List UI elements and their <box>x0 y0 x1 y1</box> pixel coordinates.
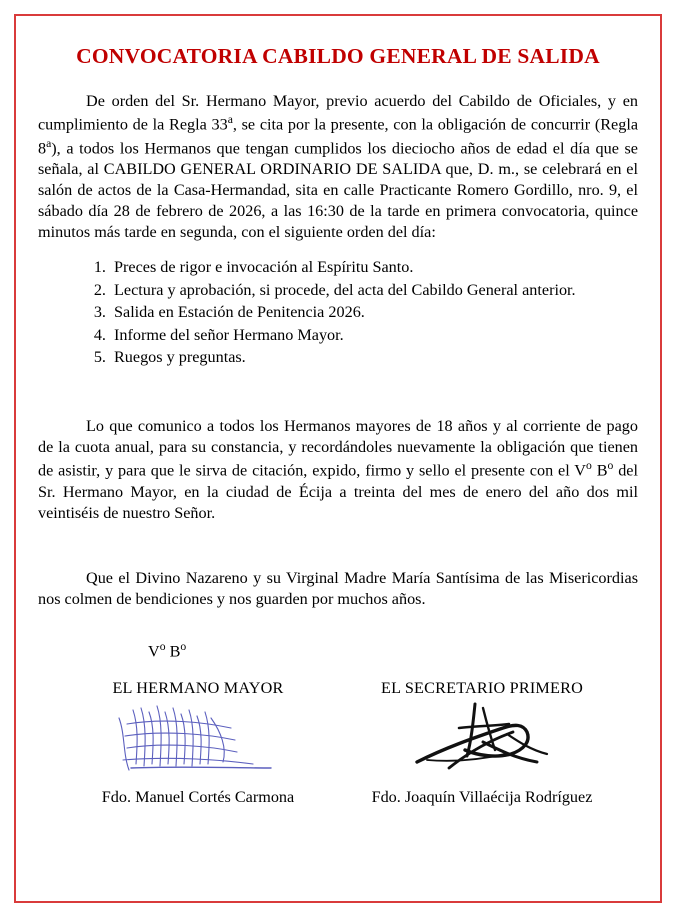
signature-block <box>38 679 638 807</box>
signature-role: EL HERMANO MAYOR <box>112 679 284 698</box>
paragraph-bendicion: Que el Divino Nazareno y su Virginal Madre María Santísima de las Misericordias nos colmen de bendiciones y nos guarden por muchos años. <box>38 568 638 608</box>
signature-hermano-mayor <box>56 679 340 807</box>
signature-name: Fdo. Manuel Cortés Carmona <box>101 788 295 807</box>
spacer <box>38 370 638 416</box>
paragraph-convocatoria: De orden del Sr. Hermano Mayor, previo acuerdo del Cabildo de Oficiales, y en cumplimiento de la Regla 33$^a$, se cita por la presente, con la obligación de concurrir (Regla 8$^a$), a todos los Hermanos que tengan cumplidos los dieciocho años de edad el día que se señala, al CABILDO GENERAL ORDINARIO DE SALIDA que, D. m., se celebrará en el salón de actos de la Casa-Hermandad, sita en calle Practicante Romero Gordillo, nro. 9, el sábado día 28 de febrero de 2026, a las 16:30 de la tarde en primera convocatoria, quince minutos más tarde en segunda, con el siguiente orden del día: <box>38 92 638 242</box>
agenda-list <box>38 257 638 369</box>
signature-image-hermano-mayor <box>56 698 340 786</box>
list-item: 1. Preces de rigor e invocación al Espíritu Santo. <box>110 257 638 279</box>
list-item: 2. Lectura y aprobación, si procede, del acta del Cabildo General anterior. <box>110 280 638 302</box>
spacer <box>38 624 638 640</box>
signature-name: Fdo. Joaquín Villaécija Rodríguez <box>371 788 593 807</box>
list-item: 4. Informe del señor Hermano Mayor. <box>110 325 638 347</box>
spacer <box>38 538 638 568</box>
signature-role: EL SECRETARIO PRIMERO <box>381 679 583 698</box>
list-item: 5. Ruegos y preguntas. <box>110 347 638 369</box>
signature-image-secretario <box>340 698 624 786</box>
paragraph-comunicado: Lo que comunico a todos los Hermanos mayores de 18 años y al corriente de pago de la cuota anual, para su constancia, y recordándoles nuevamente la obligación que tienen de asistir, y para que le sirva de citación, expido, firmo y sello el presente con el $V^o$ $B^o$ del Sr. Hermano Mayor, en la ciudad de Écija a treinta del mes de enero del año dos mil veintiséis de nuestro Señor. <box>38 416 638 522</box>
list-item: 3. Salida en Estación de Penitencia 2026. <box>110 302 638 324</box>
document-frame <box>14 14 662 903</box>
vobo-label: $V^o$ $B^o$ <box>148 639 187 661</box>
signature-secretario-primero <box>340 679 624 807</box>
page-title: CONVOCATORIA CABILDO GENERAL DE SALIDA <box>76 44 600 68</box>
